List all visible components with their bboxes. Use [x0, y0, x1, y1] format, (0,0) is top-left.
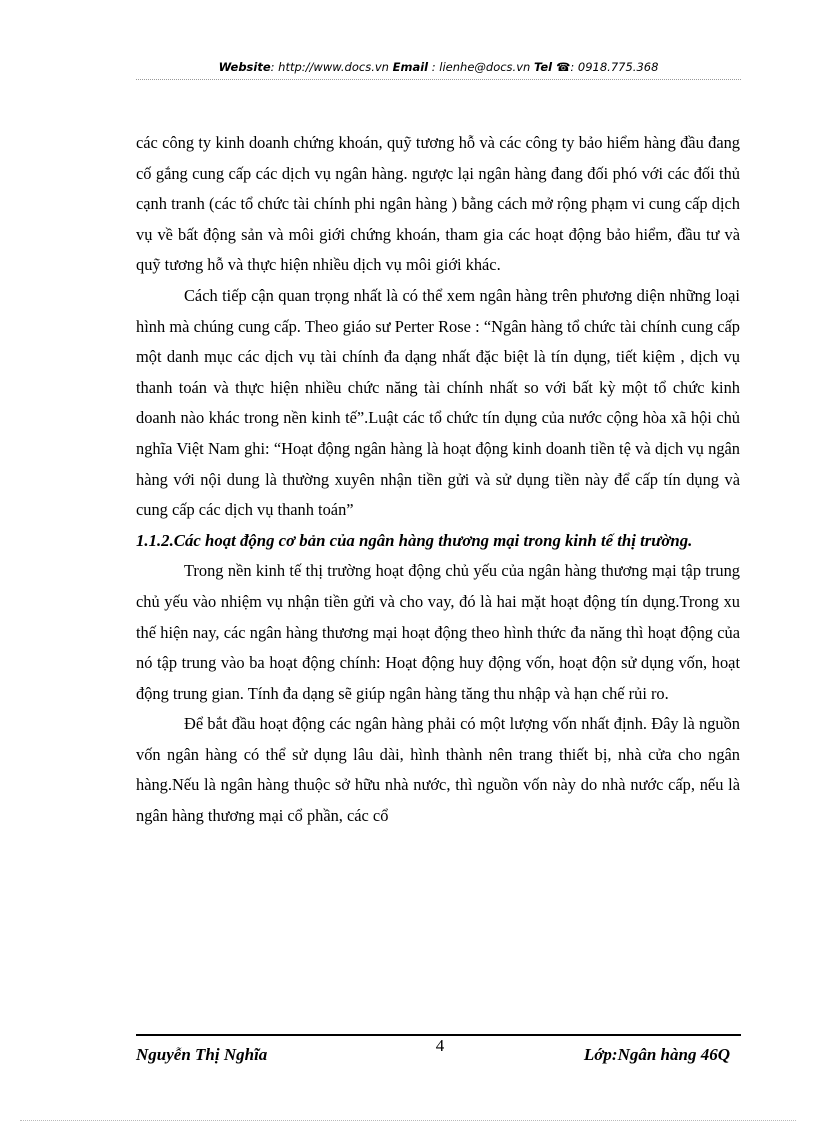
website-label: Website: [218, 60, 271, 74]
paragraph-3: Trong nền kinh tế thị trường hoạt động chủ yếu của ngân hàng thương mại tập trung chủ yếu vào nhiệm vụ nhận tiền gửi và cho vay, đó là hai mặt hoạt động tín dụng.Trong xu thế hiện nay, các ngân hàng thương mại hoạt động theo hình thức đa năng thì hoạt động của nó tập trung vào ba hoạt động chính: Hoạt động huy động vốn, hoạt độn sử dụng vốn, hoạt động trung gian. Tính đa dạng sẽ giúp ngân hàng tăng thu nhập và hạn chế rủi ro.: [136, 561, 740, 703]
tel-value: : 0918.775.368: [570, 60, 659, 74]
page-bottom-border: [20, 1120, 796, 1121]
header-divider: [136, 79, 741, 80]
paragraph-1: các công ty kinh doanh chứng khoán, quỹ tương hỗ và các công ty bảo hiểm hàng đầu đang cố gắng cung cấp các dịch vụ ngân hàng. ngược lại ngân hàng đang đối phó với các đối thủ cạnh tranh (các tổ chức tài chính phi ngân hàng ) bằng cách mở rộng phạm vi cung cấp dịch vụ về bất động sản và môi giới chứng khoán, tham gia các hoạt động bảo hiểm, đầu tư và quỹ tương hỗ và thực hiện nhiều dịch vụ môi giới khác.: [136, 133, 740, 275]
page-header: [136, 60, 741, 74]
phone-icon: ☎: [556, 60, 571, 74]
document-body: [136, 128, 740, 832]
footer-author: Nguyễn Thị Nghĩa: [136, 1045, 268, 1064]
section-heading: 1.1.2.Các hoạt động cơ bản của ngân hàng thương mại trong kinh tế thị trường.: [136, 530, 693, 550]
paragraph-4: Để bắt đầu hoạt động các ngân hàng phải có một lượng vốn nhất định. Đây là nguồn vốn ngân hàng có thể sử dụng lâu dài, hình thành nên trang thiết bị, nhà cửa cho ngân hàng.Nếu là ngân hàng thuộc sở hữu nhà nước, thì nguồn vốn này do nhà nước cấp, nếu là ngân hàng thương mại cổ phần, các cổ: [136, 714, 740, 826]
email-label: Email: [392, 60, 429, 74]
tel-label: Tel: [533, 60, 557, 74]
paragraph-2: Cách tiếp cận quan trọng nhất là có thể xem ngân hàng trên phương diện những loại hình mà chúng cung cấp. Theo giáo sư Perter Rose : “Ngân hàng tổ chức tài chính cung cấp một danh mục các dịch vụ tài chính đa dạng nhất đặc biệt là tín dụng, tiết kiệm , dịch vụ thanh toán và thực hiện nhiều chức năng tài chính nhất so với bất kỳ một tổ chức kinh doanh nào khác trong nền kinh tế”.Luật các tổ chức tín dụng của nước cộng hòa xã hội chủ nghĩa Việt Nam ghi: “Hoạt động ngân hàng là hoạt động kinh doanh tiền tệ và dịch vụ ngân hàng với nội dung là thường xuyên nhận tiền gửi và sử dụng tiền này để cấp tín dụng và cung cấp các dịch vụ thanh toán”: [136, 285, 740, 520]
page-number: 4: [435, 1036, 445, 1055]
website-value: : http://www.docs.vn: [270, 60, 393, 74]
email-value: : lienhe@docs.vn: [428, 60, 534, 74]
footer-class: Lớp:Ngân hàng 46Q: [583, 1045, 730, 1064]
